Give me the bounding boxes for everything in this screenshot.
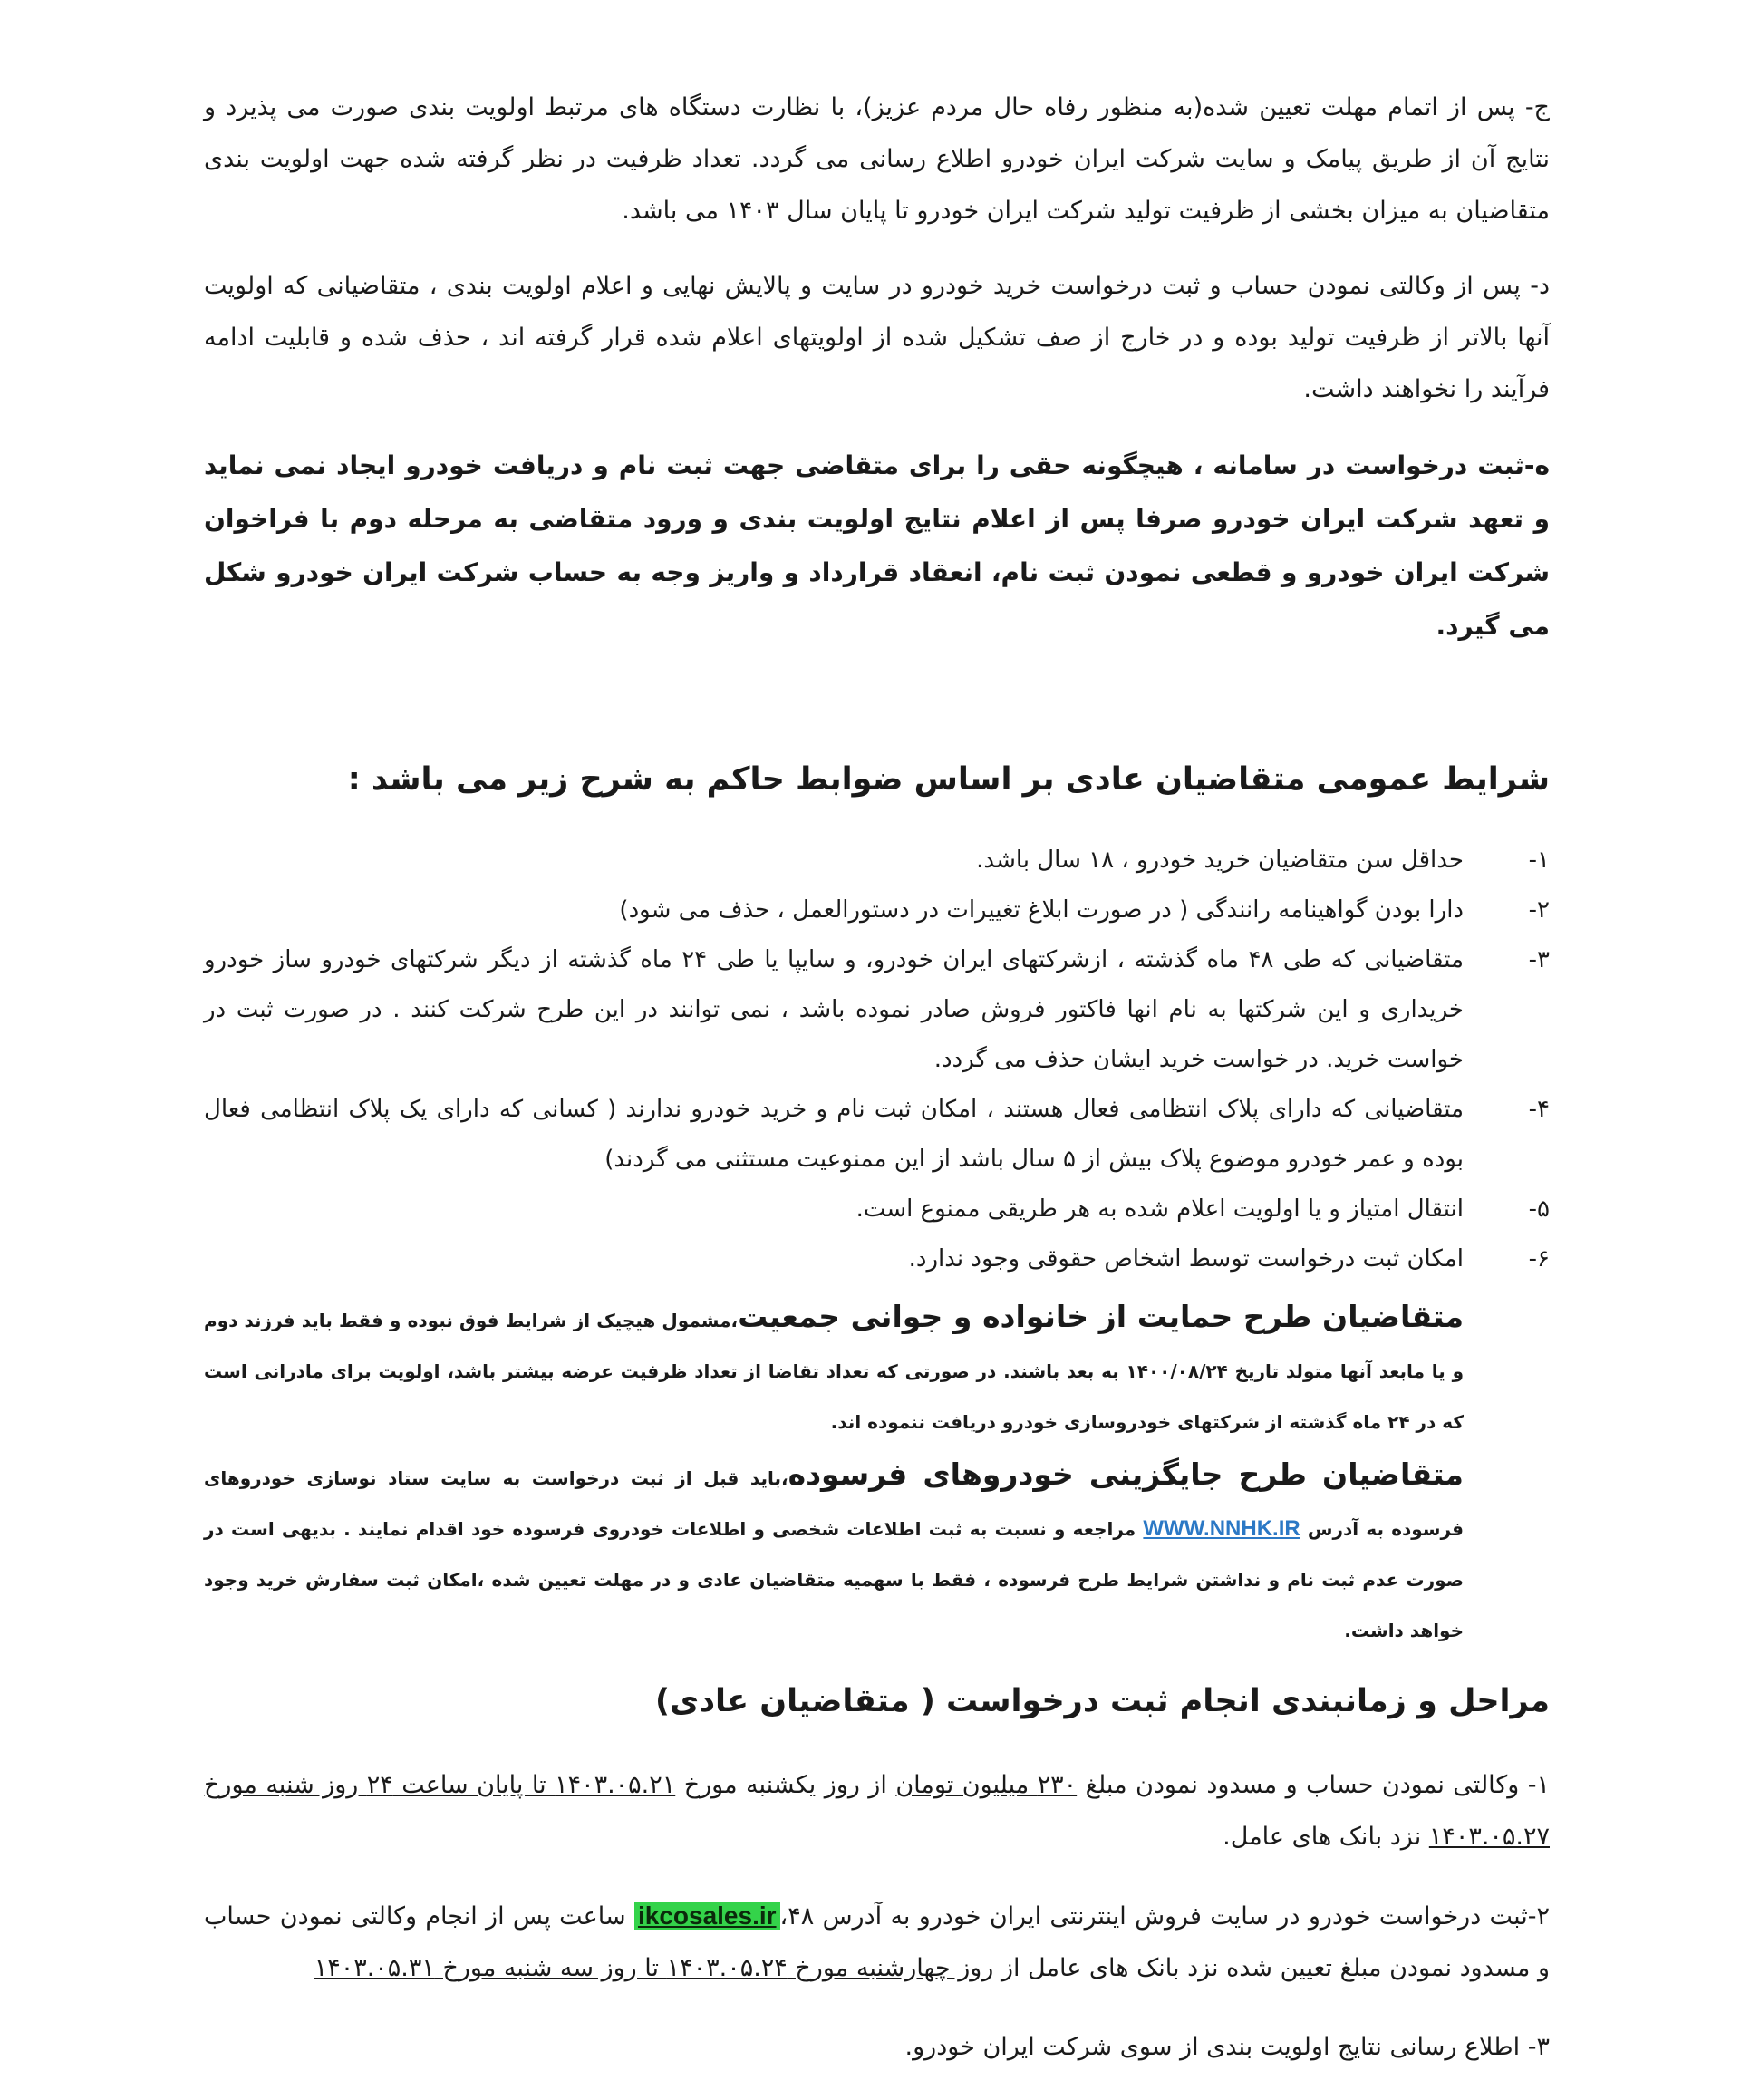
conditions-heading: شرایط عمومی متقاضیان عادی بر اساس ضوابط حاکم به شرح زیر می باشد : <box>347 761 1550 798</box>
nnhk-link[interactable]: WWW.NNHK.IR <box>1143 1516 1300 1541</box>
list-item-number: ۱- <box>1528 847 1550 874</box>
replacement-lead: متقاضیان طرح جایگزینی خودروهای فرسوده <box>788 1456 1464 1492</box>
step-2 <box>204 1890 1550 1994</box>
step-1-dates: ۱۴۰۳.۰۵.۲۱ تا پایان ساعت ۲۴ روز شنبه مورخ ۱۴۰۳.۰۵.۲۷ <box>204 1771 1550 1851</box>
list-item-text: حداقل سن متقاضیان خرید خودرو ، ۱۸ سال باشد. <box>976 847 1464 874</box>
list-item-number: ۶- <box>1528 1245 1550 1273</box>
list-item-number: ۴- <box>1528 1096 1550 1123</box>
timeline-steps <box>204 1759 1550 2073</box>
step-1-amount: ۲۳۰ میلیون تومان <box>895 1771 1078 1799</box>
step-1-part-a: ۱- وکالتی نمودن حساب و مسدود نمودن مبلغ <box>1085 1771 1550 1799</box>
replacement-paragraph <box>204 1449 1464 1656</box>
list-item <box>204 836 1550 885</box>
list-item <box>204 935 1550 1085</box>
replacement-text-after: مراجعه و نسبت به ثبت اطلاعات شخصی و اطلاعات خودروی فرسوده خود اقدام نمایند . بدیهی است در صورت عدم ثبت نام و نداشتن شرایط طرح فرسوده ، فقط با سهمیه متقاضیان عادی و در مهلت تعیین شده ،امکان ثبت سفارش خرید وجود خواهد داشت. <box>204 1518 1464 1641</box>
step-1-part-e: نزد بانک های عامل. <box>1223 1823 1422 1851</box>
list-item <box>204 1234 1550 1284</box>
step-1 <box>204 1759 1550 1863</box>
document-page <box>204 82 1550 2100</box>
replacement-section <box>204 1449 1464 1656</box>
list-item-text: متقاضیانی که دارای پلاک انتظامی فعال هستند ، امکان ثبت نام و خرید خودرو ندارند ( کسانی که دارای یک پلاک انتظامی فعال بوده و عمر خودرو موضوع پلاک بیش از ۵ سال باشد از این ممنوعیت مستثنی می گردند) <box>204 1096 1464 1173</box>
step-3: ۳- اطلاع رسانی نتایج اولویت بندی از سوی شرکت ایران خودرو. <box>904 2033 1550 2061</box>
replacement-text-before: ،باید قبل از ثبت درخواست به سایت ستاد نوسازی خودروهای فرسوده به آدرس <box>204 1467 1464 1540</box>
list-item-number: ۳- <box>1528 946 1550 973</box>
family-support-lead: متقاضیان طرح حمایت از خانواده و جوانی جمعیت <box>738 1299 1464 1334</box>
list-item-number: ۲- <box>1528 896 1550 924</box>
list-item <box>204 1185 1550 1234</box>
list-item-text: دارا بودن گواهینامه رانندگی ( در صورت ابلاغ تغییرات در دستورالعمل ، حذف می شود) <box>619 896 1464 924</box>
paragraph-j: ج- پس از اتمام مهلت تعیین شده(به منظور رفاه حال مردم عزیز)، با نظارت دستگاه های مرتبط اولویت بندی صورت می پذیرد و نتایج آن از طریق پیامک و سایت شرکت ایران خودرو اطلاع رسانی می گردد. تعداد ظرفیت در نظر گرفته شده جهت اولویت بندی متقاضیان به میزان بخشی از ظرفیت تولید شرکت ایران خودرو تا پایان سال ۱۴۰۳ می باشد. <box>204 93 1550 225</box>
family-support-section <box>204 1292 1464 1447</box>
family-support-paragraph <box>204 1292 1464 1447</box>
ikcosales-link[interactable]: ikcosales.ir <box>634 1902 780 1930</box>
conditions-list <box>204 836 1550 1284</box>
list-item-number: ۵- <box>1528 1195 1550 1223</box>
family-support-text: ،مشمول هیچیک از شرایط فوق نبوده و فقط باید فرزند دوم و یا مابعد آنها متولد تاریخ ۱۴۰۰/۰۸/۲۴ به بعد باشند. در صورتی که تعداد تقاضا از تعداد ظرفیت عرضه بیشتر باشد، اولویت برای مادرانی است که در ۲۴ ماه گذشته از شرکتهای خودروسازی خودرو دریافت ننموده اند. <box>204 1310 1464 1433</box>
step-2-part-a: ۲-ثبت درخواست خودرو در سایت فروش اینترنتی ایران خودرو به آدرس <box>822 1902 1550 1931</box>
timeline-heading: مراحل و زمانبندی انجام ثبت درخواست ( متقاضیان عادی) <box>655 1683 1550 1719</box>
step-1-part-c: از روز یکشنبه مورخ <box>683 1771 887 1799</box>
list-item-text: امکان ثبت درخواست توسط اشخاص حقوقی وجود ندارد. <box>908 1245 1464 1273</box>
list-item-text: انتقال امتیاز و یا اولویت اعلام شده به هر طریقی ممنوع است. <box>856 1195 1464 1223</box>
paragraph-d: د- پس از وکالتی نمودن حساب و ثبت درخواست خرید خودرو در سایت و پالایش نهایی و اعلام اولویت بندی ، متقاضیانی که اولویت آنها بالاتر از ظرفیت تولید بوده و در خارج از صف تشکیل شده از اولویتهای اعلام شده قرار گرفته اند ، حذف شده و قابلیت ادامه فرآیند را نخواهند داشت. <box>204 272 1550 403</box>
step-2-part-b: ،۴۸ ساعت پس از انجام وکالتی نمودن حساب و مسدود نمودن مبلغ تعیین شده نزد بانک های عامل از <box>204 1902 1550 1982</box>
list-item <box>204 885 1550 935</box>
paragraph-h: ه-ثبت درخواست در سامانه ، هیچگونه حقی را برای متقاضی جهت ثبت نام و دریافت خودرو ایجاد نمی نماید و تعهد شرکت ایران خودرو صرفا پس از اعلام نتایج اولویت بندی و ورود متقاضی به مرحله دوم با فراخوان شرکت ایران خودرو و قطعی نمودن ثبت نام، انعقاد قرارداد و واریز وجه به حساب شرکت ایران خودرو شکل می گیرد. <box>204 450 1550 641</box>
step-2-dates: روز چهارشنبه مورخ ۱۴۰۳.۰۵.۲۴ تا روز سه شنبه مورخ ۱۴۰۳.۰۵.۳۱ <box>314 1954 994 1982</box>
list-item-text: متقاضیانی که طی ۴۸ ماه گذشته ، ازشرکتهای ایران خودرو، و سایپا یا طی ۲۴ ماه گذشته از دیگر شرکتهای خودرو ساز خودرو خریداری و این شرکتها به نام انها فاکتور فروش صادر نموده باشد ، نمی توانند در این طرح شرکت کنند . در صورت ثبت در خواست خرید. در خواست خرید ایشان حذف می گردد. <box>204 946 1464 1073</box>
list-item <box>204 1085 1550 1185</box>
